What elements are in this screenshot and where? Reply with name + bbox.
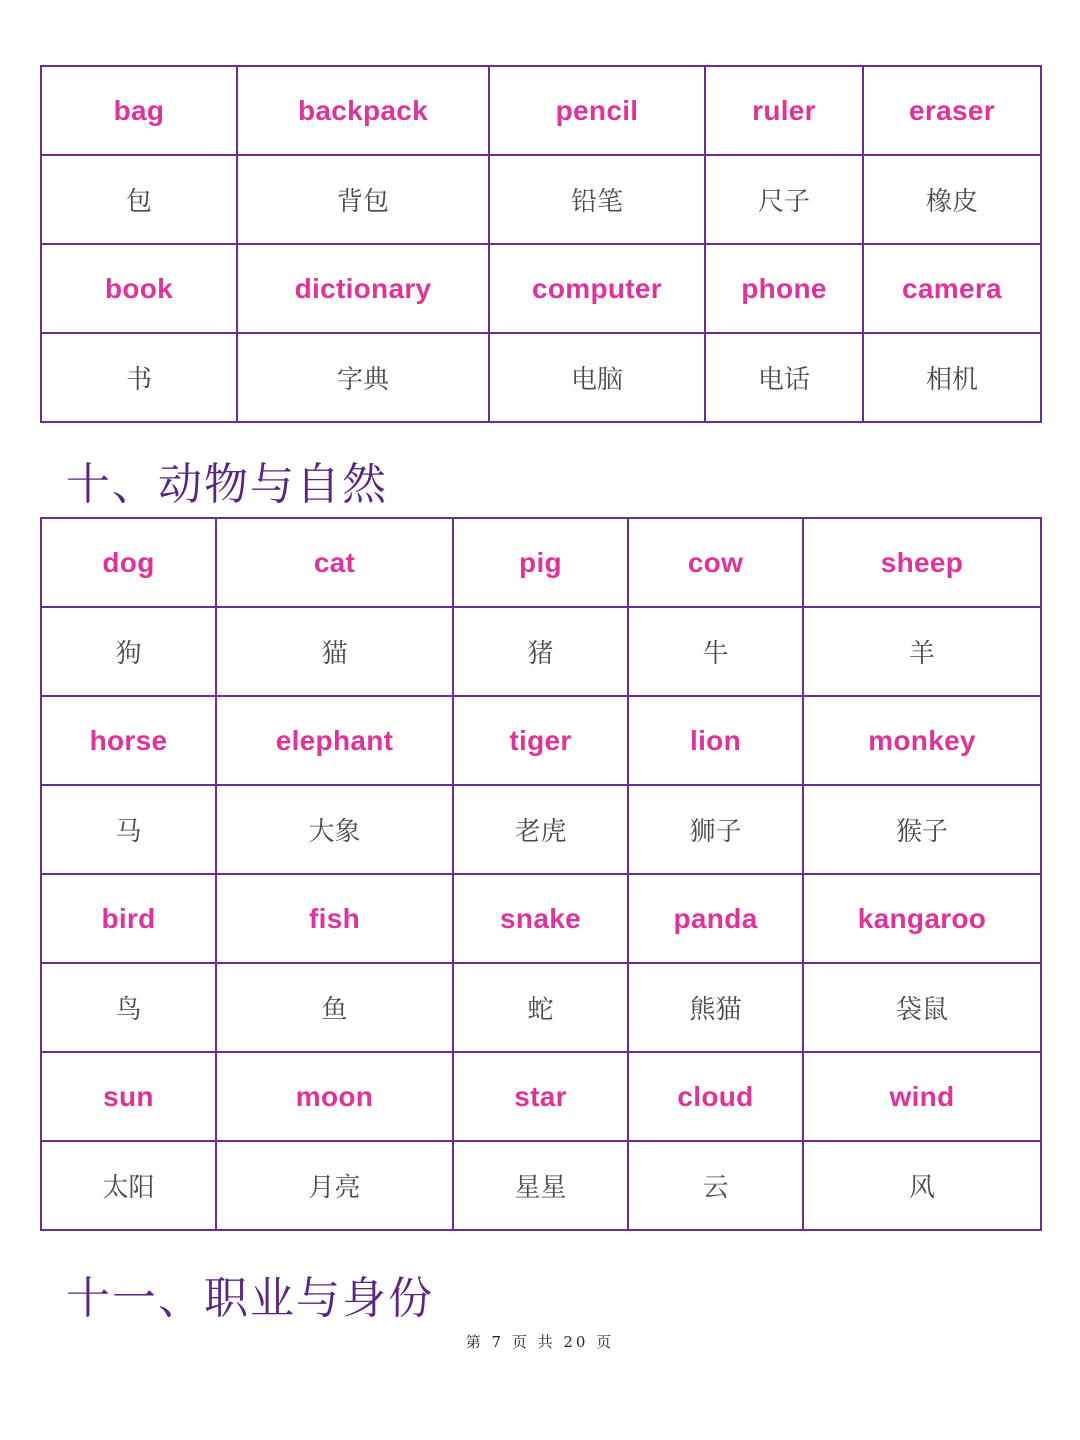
chinese-word-cell: 蛇 [453,963,628,1052]
english-word-cell: sun [41,1052,216,1141]
chinese-word-cell: 熊猫 [628,963,803,1052]
english-word-cell: backpack [237,66,489,155]
english-word-cell: fish [216,874,453,963]
chinese-word-cell: 猫 [216,607,453,696]
section-title-jobs-identity: 十一、职业与身份 [66,1273,434,1324]
english-word-cell: cow [628,518,803,607]
english-word-cell: cloud [628,1052,803,1141]
english-word-cell: eraser [863,66,1041,155]
section-title-animals-nature: 十、动物与自然 [66,459,388,510]
english-word-cell: cat [216,518,453,607]
chinese-word-row [41,155,1041,244]
chinese-word-cell: 大象 [216,785,453,874]
english-word-cell: bag [41,66,237,155]
english-word-cell: moon [216,1052,453,1141]
chinese-word-row [41,785,1041,874]
chinese-word-cell: 包 [41,155,237,244]
chinese-word-cell: 电话 [705,333,863,422]
chinese-word-cell: 羊 [803,607,1041,696]
vocab-table-school-items [40,65,1042,423]
english-word-row [41,874,1041,963]
chinese-word-cell: 袋鼠 [803,963,1041,1052]
chinese-word-row [41,963,1041,1052]
english-word-cell: dictionary [237,244,489,333]
chinese-word-cell: 云 [628,1141,803,1230]
chinese-word-cell: 老虎 [453,785,628,874]
chinese-word-cell: 电脑 [489,333,705,422]
english-word-cell: sheep [803,518,1041,607]
chinese-word-row [41,607,1041,696]
chinese-word-cell: 太阳 [41,1141,216,1230]
english-word-cell: pig [453,518,628,607]
english-word-row [41,244,1041,333]
chinese-word-cell: 狗 [41,607,216,696]
english-word-row [41,518,1041,607]
chinese-word-cell: 橡皮 [863,155,1041,244]
english-word-cell: book [41,244,237,333]
chinese-word-cell: 鱼 [216,963,453,1052]
english-word-row [41,66,1041,155]
english-word-cell: star [453,1052,628,1141]
english-word-cell: monkey [803,696,1041,785]
chinese-word-cell: 风 [803,1141,1041,1230]
chinese-word-cell: 字典 [237,333,489,422]
english-word-cell: camera [863,244,1041,333]
chinese-word-cell: 月亮 [216,1141,453,1230]
english-word-row [41,696,1041,785]
chinese-word-row [41,333,1041,422]
chinese-word-row [41,1141,1041,1230]
chinese-word-cell: 铅笔 [489,155,705,244]
english-word-cell: dog [41,518,216,607]
chinese-word-cell: 相机 [863,333,1041,422]
chinese-word-cell: 书 [41,333,237,422]
chinese-word-cell: 猪 [453,607,628,696]
english-word-cell: pencil [489,66,705,155]
english-word-cell: ruler [705,66,863,155]
english-word-cell: kangaroo [803,874,1041,963]
chinese-word-cell: 狮子 [628,785,803,874]
english-word-cell: tiger [453,696,628,785]
chinese-word-cell: 猴子 [803,785,1041,874]
english-word-cell: horse [41,696,216,785]
english-word-cell: snake [453,874,628,963]
english-word-cell: phone [705,244,863,333]
english-word-row [41,1052,1041,1141]
chinese-word-cell: 牛 [628,607,803,696]
page-number-footer: 第 7 页 共 20 页 [465,1333,615,1351]
english-word-cell: panda [628,874,803,963]
chinese-word-cell: 尺子 [705,155,863,244]
chinese-word-cell: 星星 [453,1141,628,1230]
english-word-cell: lion [628,696,803,785]
english-word-cell: wind [803,1052,1041,1141]
chinese-word-cell: 背包 [237,155,489,244]
english-word-cell: computer [489,244,705,333]
chinese-word-cell: 鸟 [41,963,216,1052]
english-word-cell: bird [41,874,216,963]
english-word-cell: elephant [216,696,453,785]
chinese-word-cell: 马 [41,785,216,874]
vocab-table-animals-nature [40,517,1042,1231]
